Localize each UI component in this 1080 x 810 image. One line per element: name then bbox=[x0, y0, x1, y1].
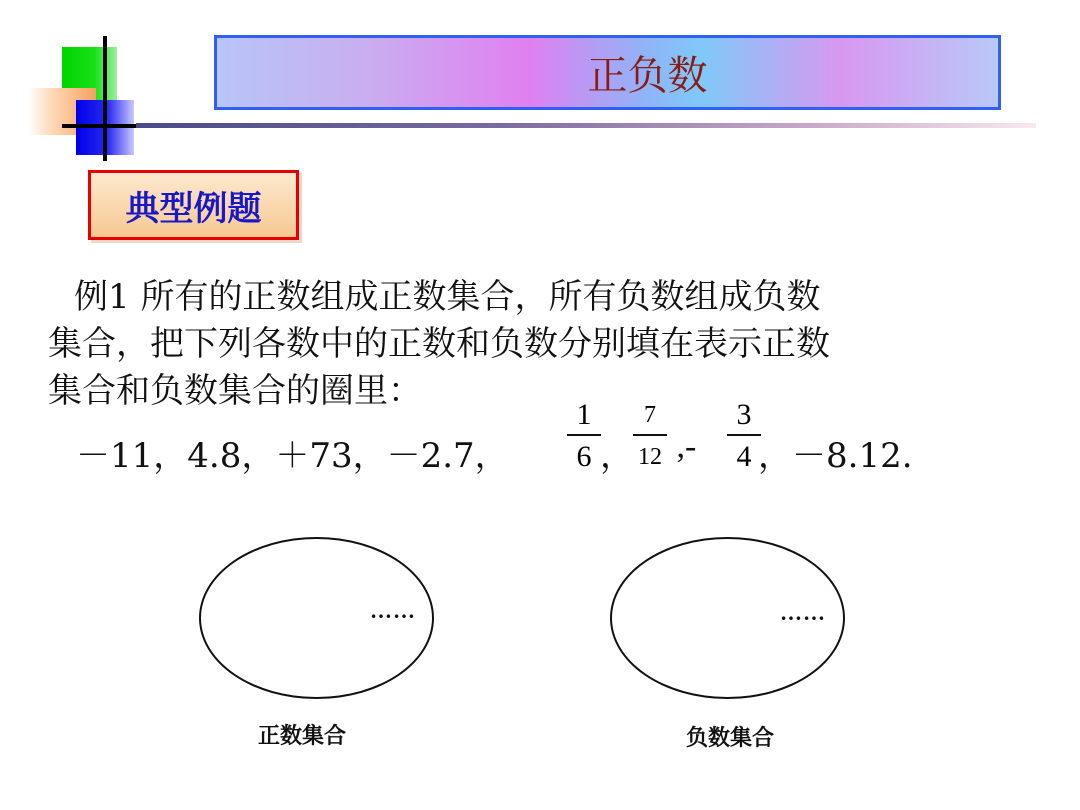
numbers-tail: ，－8.12. bbox=[758, 436, 913, 476]
slide-title: 正负数 bbox=[587, 53, 708, 99]
fraction-bar bbox=[567, 434, 601, 436]
problem-line-2: 集合，把下列各数中的正数和负数分别填在表示正数 bbox=[48, 324, 830, 364]
fraction-bar bbox=[633, 434, 667, 436]
fraction-numerator: 7 bbox=[644, 402, 656, 428]
fraction-one-sixth bbox=[564, 398, 604, 474]
separator-comma: ， bbox=[600, 436, 634, 476]
problem-line-3: 集合和负数集合的圈里： bbox=[48, 371, 422, 411]
fraction-bar bbox=[727, 434, 761, 436]
positive-set-label: 正数集合 bbox=[258, 724, 347, 749]
fraction-denominator: 4 bbox=[736, 440, 752, 473]
title-banner bbox=[214, 35, 1001, 110]
numbers-list: －11，4.8，＋73，－2.7， bbox=[76, 436, 509, 476]
negative-set-label: 负数集合 bbox=[686, 726, 775, 751]
fraction-denominator: 12 bbox=[638, 444, 662, 470]
fraction-numerator: 1 bbox=[576, 398, 592, 431]
separator-minus: ,- bbox=[668, 428, 697, 465]
fraction-denominator: 6 bbox=[576, 440, 592, 473]
decorative-vertical-line bbox=[103, 36, 107, 161]
fraction-numerator: 3 bbox=[736, 398, 752, 431]
section-label: 典型例题 bbox=[125, 188, 262, 229]
fraction-seven-twelfths bbox=[630, 398, 670, 474]
decorative-horizontal-line bbox=[62, 124, 138, 128]
problem-line-1: 例1 所有的正数组成正数集合，所有负数组成负数 bbox=[74, 277, 821, 317]
header-divider bbox=[136, 123, 1036, 128]
negative-set-ellipsis: …… bbox=[780, 600, 826, 625]
positive-set-ellipsis: …… bbox=[370, 598, 416, 623]
section-label-box bbox=[88, 170, 299, 240]
